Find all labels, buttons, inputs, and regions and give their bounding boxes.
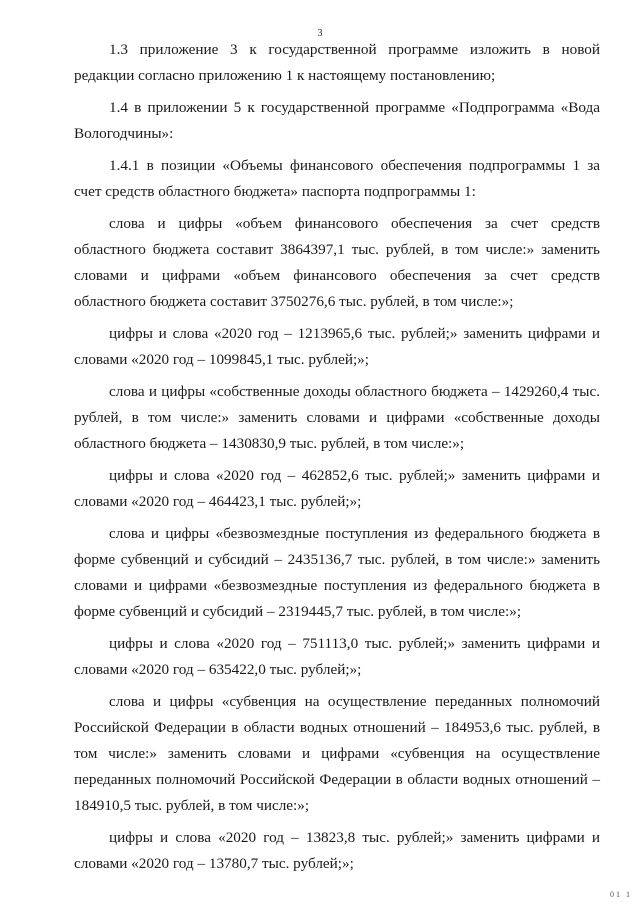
paragraph-total-funding: слова и цифры «объем финансового обеспечения за счет средств областного бюджета составит 3864397,1 тыс. рублей, в том числе:» заменить словами и цифрами «объем финансового обеспечения за счет средств областного бюджета составит 3750276,6 тыс. рублей, в том числе:»; [74, 215, 600, 310]
document-body [74, 37, 600, 883]
paragraph-1-3: 1.3 приложение 3 к государственной программе изложить в новой редакции согласно приложению 1 к настоящему постановлению; [74, 41, 600, 84]
paragraph-2020-federal-transfers: цифры и слова «2020 год – 751113,0 тыс. рублей;» заменить цифрами и словами «2020 год – 635422,0 тыс. рублей;»; [74, 635, 600, 678]
paragraph-own-revenue: слова и цифры «собственные доходы областного бюджета – 1429260,4 тыс. рублей, в том числе:» заменить словами и цифрами «собственные доходы областного бюджета – 1430830,9 тыс. рублей, в том числе:»; [74, 383, 600, 452]
paragraph-federal-transfers: слова и цифры «безвозмездные поступления из федерального бюджета в форме субвенций и субсидий – 2435136,7 тыс. рублей, в том числе:» заменить словами и цифрами «безвозмездные поступления из федерального бюджета в форме субвенций и субсидий – 2319445,7 тыс. рублей, в том числе:»; [74, 525, 600, 620]
paragraph-water-subvention: слова и цифры «субвенция на осуществление переданных полномочий Российской Федерации в области водных отношений – 184953,6 тыс. рублей, в том числе:» заменить словами и цифрами «субвенция на осуществление переданных полномочий Российской Федерации в области водных отношений – 184910,5 тыс. рублей, в том числе:»; [74, 693, 600, 814]
paragraph-1-4: 1.4 в приложении 5 к государственной программе «Подпрограмма «Вода Вологодчины»: [74, 99, 600, 142]
page-number: 3 [317, 28, 323, 39]
paragraph-2020-own-revenue: цифры и слова «2020 год – 462852,6 тыс. рублей;» заменить цифрами и словами «2020 год – 464423,1 тыс. рублей;»; [74, 467, 600, 510]
paragraph-1-4-1: 1.4.1 в позиции «Объемы финансового обеспечения подпрограммы 1 за счет средств областного бюджета» паспорта подпрограммы 1: [74, 157, 600, 200]
paragraph-2020-water-subvention: цифры и слова «2020 год – 13823,8 тыс. рублей;» заменить цифрами и словами «2020 год – 13780,7 тыс. рублей;»; [74, 829, 600, 872]
paragraph-2020-total: цифры и слова «2020 год – 1213965,6 тыс. рублей;» заменить цифрами и словами «2020 год – 1099845,1 тыс. рублей;»; [74, 325, 600, 368]
corner-mark: 01 1 [610, 890, 632, 899]
